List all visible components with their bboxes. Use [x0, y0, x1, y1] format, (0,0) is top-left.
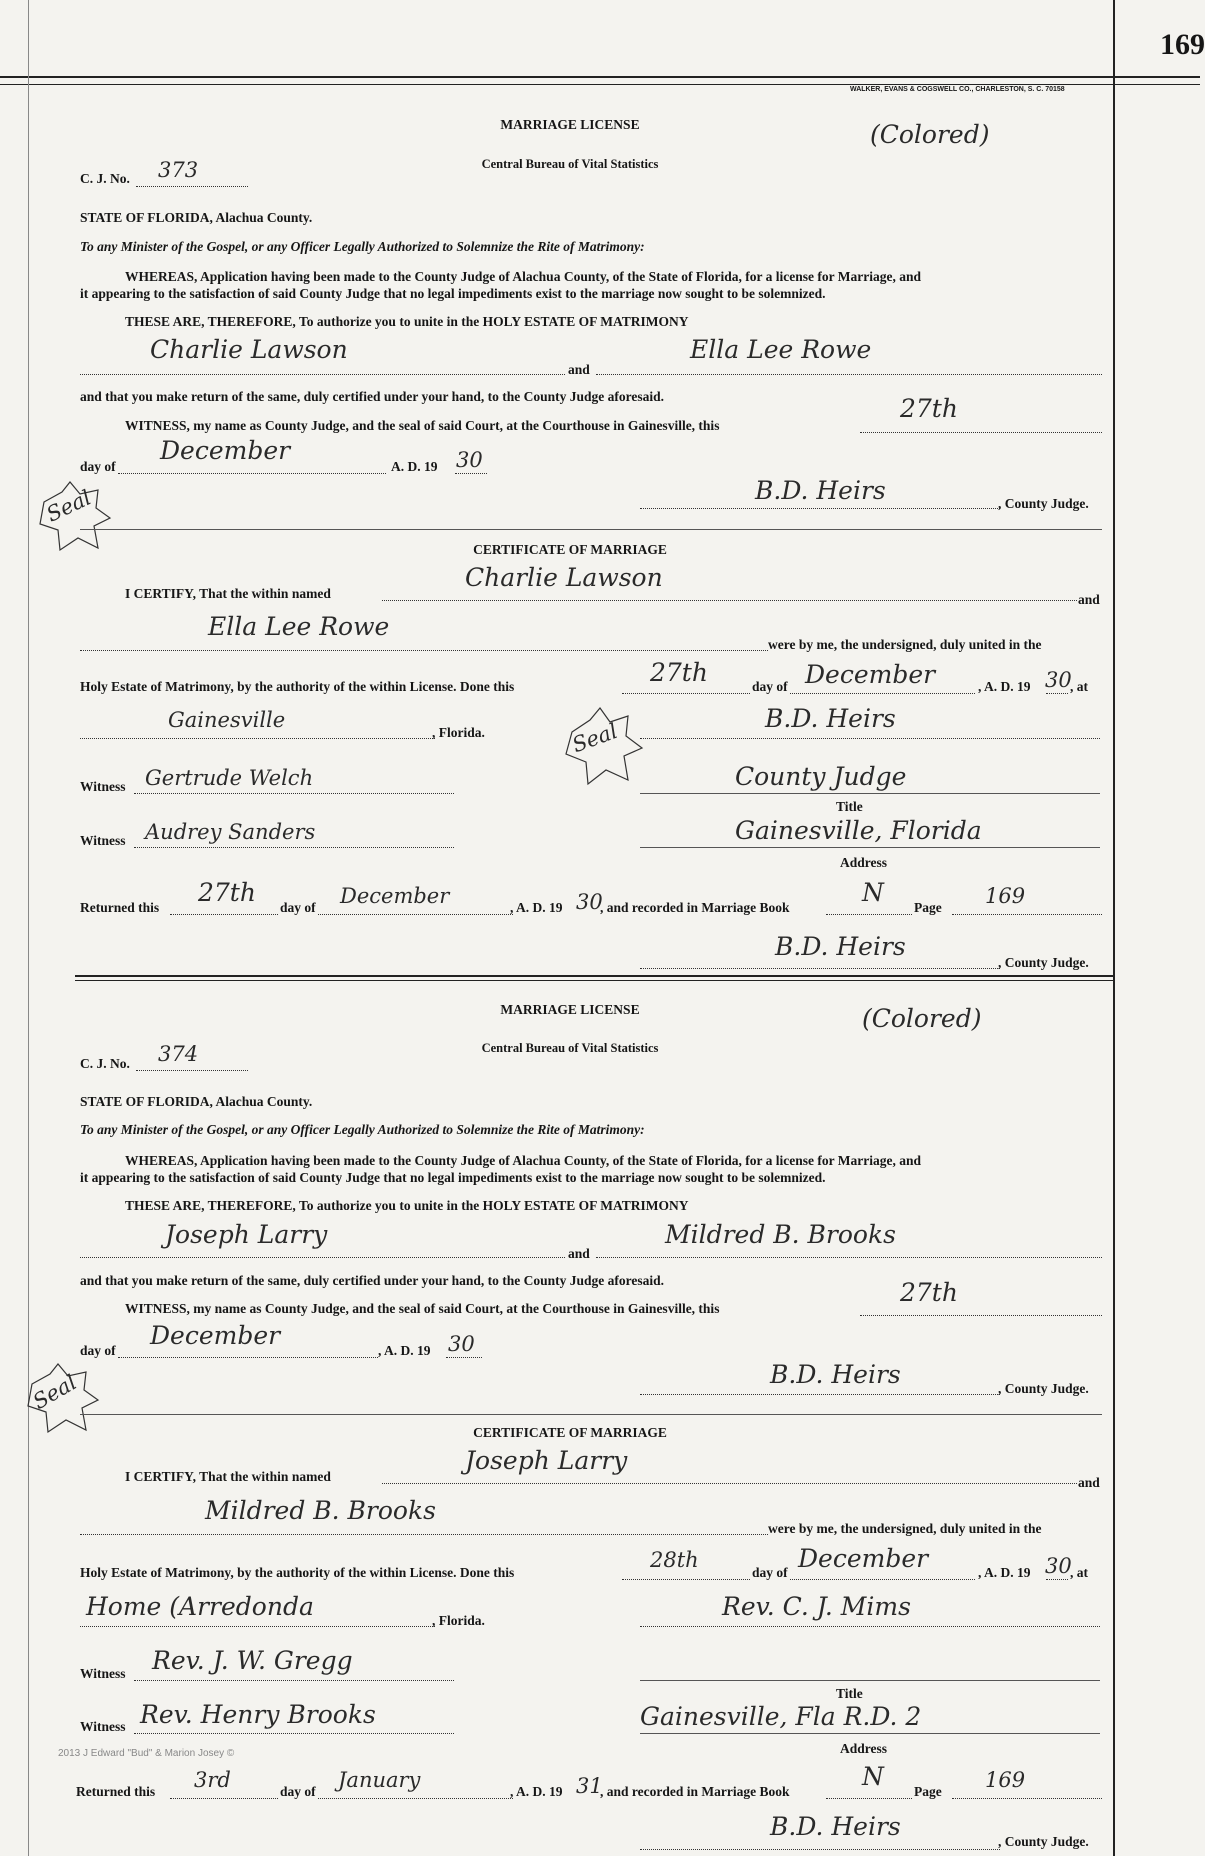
book-line — [826, 1798, 912, 1799]
top-border-thin — [0, 84, 1200, 85]
cert-year: 30 — [1045, 668, 1072, 692]
witness2-line — [134, 847, 454, 848]
title-line — [640, 1680, 1100, 1681]
left-border — [28, 0, 29, 1856]
day-of-label: day of — [80, 1343, 116, 1358]
ad-label: , A. D. 19 — [378, 1343, 431, 1358]
whereas-line-1: WHEREAS, Application having been made to the County Judge of Alachua County, of the State of Florida, for a license for Marriage, and — [125, 1153, 922, 1168]
address-line: To any Minister of the Gospel, or any Officer Legally Authorized to Solemnize the Rite of Matrimony: — [80, 1122, 645, 1137]
cert-groom-line — [382, 1483, 1077, 1484]
marriage-place: Home (Arredonda — [86, 1592, 314, 1621]
cert-day: 28th — [650, 1548, 699, 1572]
cert-day: 27th — [650, 658, 708, 687]
place-line — [80, 738, 435, 739]
returned-ad-label: , A. D. 19 — [510, 1784, 563, 1799]
judge-signature: B.D. Heirs — [770, 1360, 901, 1389]
witness2-line — [134, 1733, 454, 1734]
recorded-text: , and recorded in Marriage Book — [600, 1784, 790, 1799]
cert-month-line — [790, 1579, 975, 1580]
officiant-line — [640, 738, 1100, 739]
copyright-notice: 2013 J Edward "Bud" & Marion Josey © — [58, 1748, 235, 1759]
bride-name: Ella Lee Rowe — [690, 335, 872, 364]
returned-year: 31 — [576, 1774, 603, 1798]
return-line: and that you make return of the same, duly certified under your hand, to the County Judge aforesaid. — [80, 1273, 665, 1288]
returned-year: 30 — [576, 890, 603, 914]
license-year: 30 — [448, 1332, 475, 1356]
license-month: December — [150, 1321, 281, 1350]
cert-at-label: , at — [1070, 679, 1088, 694]
returned-day-of-label: day of — [280, 1784, 316, 1799]
returned-day-of-label: day of — [280, 900, 316, 915]
returned-month-line — [318, 1798, 513, 1799]
printer-imprint: WALKER, EVANS & COGSWELL CO., CHARLESTON, S. C. 70158 — [850, 86, 1065, 93]
returned-label: Returned this — [76, 1784, 156, 1799]
florida-label: , Florida. — [432, 1613, 485, 1628]
returned-label: Returned this — [80, 900, 160, 915]
cert-and-label: and — [1078, 592, 1100, 607]
title-label: Title — [836, 1686, 863, 1701]
witness-day-line — [860, 1315, 1102, 1316]
county-judge-label: , County Judge. — [998, 1381, 1089, 1396]
bride-line — [596, 1257, 1102, 1258]
address-label: Address — [840, 855, 888, 870]
license-day: 27th — [900, 1278, 958, 1307]
year-line — [455, 473, 487, 474]
witness-label-2: Witness — [80, 833, 126, 848]
section-divider — [80, 1414, 1102, 1415]
returned-month: December — [340, 884, 450, 908]
address-line-1 — [640, 847, 1100, 848]
returned-day: 27th — [198, 878, 256, 907]
cert-bride-name: Mildred B. Brooks — [205, 1496, 436, 1525]
bureau-name: Central Bureau of Vital Statistics — [481, 1041, 659, 1055]
officiant-address: Gainesville, Fla R.D. 2 — [640, 1702, 922, 1731]
license-month: December — [160, 436, 291, 465]
day-of-label: day of — [80, 459, 116, 474]
groom-line — [80, 1257, 565, 1258]
witness-day-line — [860, 432, 1102, 433]
cert-judge-signature: B.D. Heirs — [770, 1812, 901, 1841]
year-line — [446, 1357, 482, 1358]
groom-name: Joseph Larry — [165, 1220, 328, 1249]
florida-label: , Florida. — [432, 725, 485, 740]
cert-bride-line — [80, 1534, 768, 1535]
state-line: STATE OF FLORIDA, Alachua County. — [80, 1094, 313, 1109]
cert-bride-line — [80, 650, 768, 651]
witness1-line — [134, 1680, 454, 1681]
cert-groom-line — [382, 600, 1077, 601]
cert-groom-name: Charlie Lawson — [465, 563, 663, 592]
officiant-line — [640, 1626, 1100, 1627]
return-line: and that you make return of the same, duly certified under your hand, to the County Judge aforesaid. — [80, 389, 665, 404]
county-judge-label: , County Judge. — [998, 496, 1089, 511]
whereas-line-2: it appearing to the satisfaction of said County Judge that no legal impediments exist to the marriage now sought to be solemnized. — [80, 1170, 826, 1185]
judge-signature: B.D. Heirs — [755, 476, 886, 505]
cert-at-label: , at — [1070, 1565, 1088, 1580]
cert-judge-signature: B.D. Heirs — [775, 932, 906, 961]
state-line: STATE OF FLORIDA, Alachua County. — [80, 210, 313, 225]
officiant-title: County Judge — [735, 762, 907, 791]
cj-number: 373 — [158, 158, 199, 182]
cert-groom-name: Joseph Larry — [465, 1446, 628, 1475]
cj-label: C. J. No. — [80, 171, 130, 186]
judge-sig-line — [640, 1394, 1000, 1395]
title-line — [640, 793, 1100, 794]
cert-seal-text: Seal — [569, 718, 621, 758]
cert-month-line — [790, 693, 975, 694]
license-year: 30 — [456, 448, 483, 472]
witness-label-2: Witness — [80, 1719, 126, 1734]
and-label: and — [568, 362, 590, 377]
month-line — [118, 473, 386, 474]
groom-line — [80, 374, 565, 375]
witness1-name: Gertrude Welch — [145, 766, 314, 790]
officiant-address: Gainesville, Florida — [735, 816, 982, 845]
therefore-line: THESE ARE, THEREFORE, To authorize you to unite in the HOLY ESTATE OF MATRIMONY — [125, 1198, 689, 1213]
cert-bride-name: Ella Lee Rowe — [208, 612, 390, 641]
cert-year-line — [1046, 1579, 1068, 1580]
cert-month: December — [798, 1544, 929, 1573]
cj-number-line — [136, 186, 248, 187]
witness2-name: Audrey Sanders — [145, 820, 316, 844]
page-label: Page — [914, 1784, 942, 1799]
page-value: 169 — [985, 884, 1026, 908]
cert-day-line — [622, 693, 750, 694]
title-label: Title — [836, 799, 863, 814]
witness1-name: Rev. J. W. Gregg — [152, 1646, 353, 1675]
cert-year: 30 — [1045, 1554, 1072, 1578]
right-border — [1113, 0, 1115, 1856]
cert-day-of-label: day of — [752, 679, 788, 694]
license-title: MARRIAGE LICENSE — [500, 117, 640, 132]
section-divider — [80, 529, 1102, 530]
cert-month: December — [805, 660, 936, 689]
book-value: N — [862, 1762, 884, 1791]
certify-text: I CERTIFY, That the within named — [125, 586, 331, 601]
witness-label-1: Witness — [80, 779, 126, 794]
license-title: MARRIAGE LICENSE — [500, 1002, 640, 1017]
returned-ad-label: , A. D. 19 — [510, 900, 563, 915]
marriage-place: Gainesville — [168, 708, 286, 732]
therefore-line: THESE ARE, THEREFORE, To authorize you to unite in the HOLY ESTATE OF MATRIMONY — [125, 314, 689, 329]
seal-text: Seal — [42, 485, 95, 527]
page-line — [952, 1798, 1102, 1799]
bride-line — [596, 374, 1102, 375]
cert-ad-label: , A. D. 19 — [978, 679, 1031, 694]
place-line — [80, 1626, 435, 1627]
groom-name: Charlie Lawson — [150, 335, 348, 364]
page-label: Page — [914, 900, 942, 915]
judge-sig-line — [640, 508, 1000, 509]
cert-judge-line — [640, 968, 1000, 969]
whereas-line-1: WHEREAS, Application having been made to the County Judge of Alachua County, of the State of Florida, for a license for Marriage, and — [125, 269, 922, 284]
cj-number-line — [136, 1070, 248, 1071]
record-divider-thin — [75, 980, 1113, 981]
certificate-title: CERTIFICATE OF MARRIAGE — [473, 542, 667, 557]
cert-and-label: and — [1078, 1475, 1100, 1490]
cert-county-judge-label: , County Judge. — [998, 955, 1089, 970]
month-line — [118, 1357, 378, 1358]
cert-day-of-label: day of — [752, 1565, 788, 1580]
holy-text: Holy Estate of Matrimony, by the authority of the within License. Done this — [80, 679, 515, 694]
page-number: 169 — [1160, 28, 1205, 61]
cj-number: 374 — [158, 1042, 199, 1066]
cert-day-line — [622, 1579, 750, 1580]
cert-ad-label: , A. D. 19 — [978, 1565, 1031, 1580]
cert-county-judge-label: , County Judge. — [998, 1834, 1089, 1849]
page-value: 169 — [985, 1768, 1026, 1792]
returned-month-line — [318, 914, 513, 915]
address-line-2 — [640, 1733, 1100, 1734]
officiant-signature: B.D. Heirs — [765, 704, 896, 733]
race-note: (Colored) — [862, 1004, 982, 1033]
witness1-line — [134, 793, 454, 794]
were-text: were by me, the undersigned, duly united in the — [768, 637, 1042, 652]
address-label: Address — [840, 1741, 888, 1756]
witness-label-1: Witness — [80, 1666, 126, 1681]
seal-text: Seal — [28, 1370, 81, 1414]
certify-text: I CERTIFY, That the within named — [125, 1469, 331, 1484]
bureau-name: Central Bureau of Vital Statistics — [481, 157, 659, 171]
page-line — [952, 914, 1102, 915]
returned-day-line — [170, 914, 278, 915]
address-line: To any Minister of the Gospel, or any Officer Legally Authorized to Solemnize the Rite of Matrimony: — [80, 239, 645, 254]
whereas-line-2: it appearing to the satisfaction of said County Judge that no legal impediments exist to the marriage now sought to be solemnized. — [80, 286, 826, 301]
book-line — [826, 914, 912, 915]
certificate-title: CERTIFICATE OF MARRIAGE — [473, 1425, 667, 1440]
witness-text: WITNESS, my name as County Judge, and the seal of said Court, at the Courthouse in Gainesville, this — [125, 418, 720, 433]
returned-month: January — [338, 1768, 421, 1792]
were-text: were by me, the undersigned, duly united in the — [768, 1521, 1042, 1536]
and-label: and — [568, 1246, 590, 1261]
returned-day-line — [170, 1798, 278, 1799]
bride-name: Mildred B. Brooks — [665, 1220, 896, 1249]
holy-text: Holy Estate of Matrimony, by the authority of the within License. Done this — [80, 1565, 515, 1580]
witness2-name: Rev. Henry Brooks — [140, 1700, 376, 1729]
returned-day: 3rd — [194, 1768, 231, 1792]
ad-label: A. D. 19 — [391, 459, 438, 474]
cert-year-line — [1046, 693, 1068, 694]
cert-judge-line — [640, 1849, 1000, 1850]
race-note: (Colored) — [870, 120, 990, 149]
book-value: N — [862, 878, 884, 907]
recorded-text: , and recorded in Marriage Book — [600, 900, 790, 915]
cj-label: C. J. No. — [80, 1056, 130, 1071]
license-day: 27th — [900, 394, 958, 423]
top-border — [0, 76, 1200, 78]
witness-text: WITNESS, my name as County Judge, and the seal of said Court, at the Courthouse in Gainesville, this — [125, 1301, 720, 1316]
officiant-signature: Rev. C. J. Mims — [722, 1592, 911, 1621]
record-divider — [75, 975, 1113, 977]
